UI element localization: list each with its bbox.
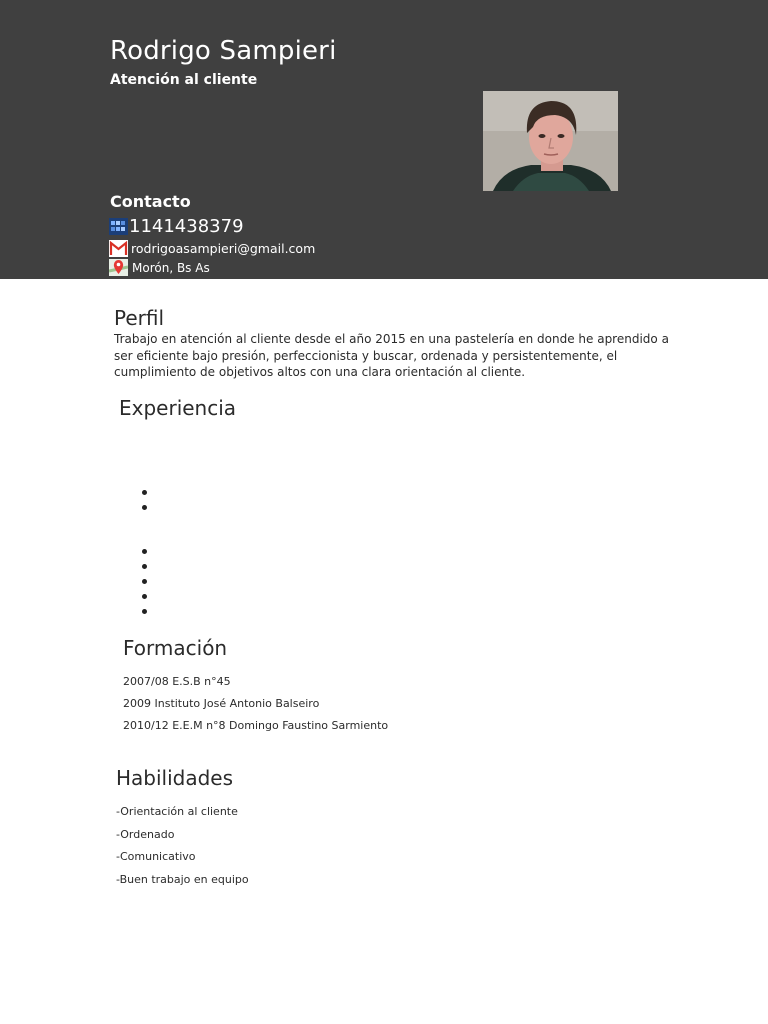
formacion-item: 2009 Instituto José Antonio Balseiro — [123, 697, 320, 710]
formacion-list — [123, 675, 388, 741]
contact-location — [109, 259, 210, 276]
job-title: Atención al cliente — [110, 72, 258, 88]
habilidades-list — [116, 805, 249, 895]
perfil-text: Trabajo en atención al cliente desde el año 2015 en una pastelería en donde he aprendido a ser eficiente bajo presión, perfeccionista y buscar, ordenada y persistentemente, el cumplimiento de objetivos altos con una clara orientación al cliente. — [114, 332, 669, 379]
habilidad-item: -Comunicativo — [116, 850, 196, 863]
profile-photo — [483, 91, 618, 191]
formacion-item: 2010/12 E.E.M n°8 Domingo Faustino Sarmiento — [123, 719, 389, 732]
map-pin-icon — [109, 259, 128, 276]
list-item — [140, 559, 150, 574]
habilidad-item: -Orientación al cliente — [116, 805, 238, 818]
list-item — [140, 485, 150, 500]
header-banner — [0, 0, 768, 279]
list-item — [140, 500, 150, 515]
experiencia-bullets-2 — [140, 544, 150, 619]
formacion-heading: Formación — [123, 636, 228, 660]
email-address: rodrigoasampieri@gmail.com — [131, 241, 316, 256]
person-name: Rodrigo Sampieri — [110, 36, 337, 66]
list-item — [140, 604, 150, 619]
portrait-image — [483, 91, 618, 191]
list-item — [140, 544, 150, 559]
habilidades-heading: Habilidades — [116, 766, 234, 790]
formacion-item: 2007/08 E.S.B n°45 — [123, 675, 231, 688]
list-item — [140, 589, 150, 604]
experiencia-heading: Experiencia — [119, 396, 237, 420]
contact-email — [109, 240, 315, 257]
phone-number: 1141438379 — [129, 216, 244, 237]
list-item — [140, 574, 150, 589]
phone-icon — [109, 218, 128, 235]
experiencia-bullets-1 — [140, 485, 150, 515]
habilidad-item: -Ordenado — [116, 827, 175, 841]
perfil-heading: Perfil — [114, 306, 165, 330]
contact-phone — [109, 216, 244, 237]
contact-title: Contacto — [110, 192, 191, 211]
habilidad-item: -Buen trabajo en equipo — [116, 872, 249, 886]
location-text: Morón, Bs As — [132, 260, 210, 275]
gmail-icon — [109, 240, 128, 257]
